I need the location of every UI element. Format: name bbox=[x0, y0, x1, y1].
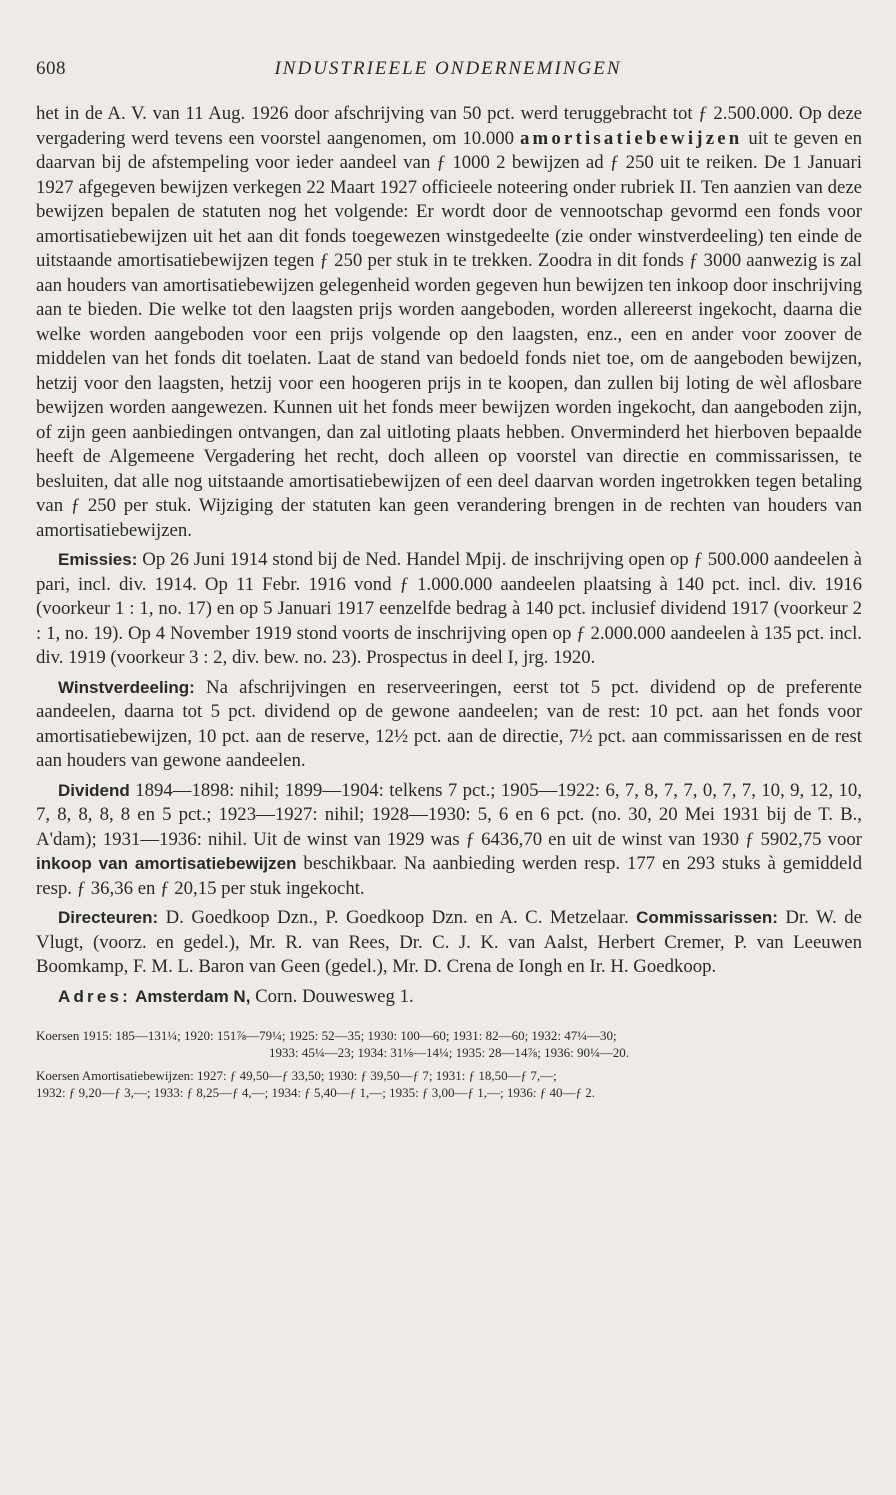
koersen-amortisatiebewijzen bbox=[36, 1067, 862, 1101]
text-run: uit te geven en daarvan bij de afstempeling voor ieder aandeel van ƒ 1000 2 bewijzen ad ƒ 250 uit te reiken. De 1 Januari 1927 afgegeven bewijzen verkegen 22 Maart 1927 officieele noteering onder rubriek II. Ten aanzien van deze bewijzen bepalen de statuten nog het volgende: Er wordt door de vennootschap gevormd een fonds voor amortisatiebewijzen uit het aan dit fonds toegewezen winstgedeelte (zie onder winstverdeeling) ten einde de uitstaande amortisatiebewijzen tegen ƒ 250 per stuk in te trekken. Zoodra in dit fonds ƒ 3000 aanwezig is zal aan houders van amortisatiebewijzen gelegenheid worden gegeven hun bewijzen ten inkoop door inschrijving aan te bieden. Die welke tot den laagsten prijs worden aangeboden, worden allereerst ingekocht, daarna die welke worden aangeboden voor een prijs volgende op den laagsten, enz., een en ander voor zoover de middelen van het fonds dit toelaten. Laat de stand van bedoeld fonds niet toe, om de aangeboden bewijzen, hetzij voor den laagsten, hetzij voor een hoogeren prijs in te koopen, dan zullen bij loting de wèl aflosbare bewijzen worden aangewezen. Kunnen uit het fonds meer bewijzen worden ingekocht, dan aangeboden zijn, of zijn geen aanbiedingen ontvangen, dan zal uitloting plaats hebben. Onverminderd het hierboven bepaalde heeft de Algemeene Vergadering het recht, doch alleen op voorstel van directie en commissarissen, te besluiten, dat alle nog uitstaande amortisatiebewijzen of een deel daarvan worden ingetrokken tegen betaling van ƒ 250 per stuk. Wijziging der statuten kan geen verandering brengen in de rechten van houders van amortisatiebewijzen. bbox=[36, 127, 862, 541]
text-run: Dr. W. de Vlugt, (voorz. en gedel.), Mr. R. van Rees, Dr. C. J. K. van Aalst, Herbert Cremer, P. van Leeuwen Boomkamp, F. M. L. Baron van Geen (gedel.), Mr. D. Crena de Iongh en Ir. H. Goedkoop. bbox=[36, 907, 862, 977]
section-label-commissarissen: Commissarissen: bbox=[636, 908, 778, 927]
section-label-directeuren: Directeuren: bbox=[58, 908, 159, 927]
koersen-aandeelen bbox=[36, 1027, 862, 1061]
paragraph-dividend bbox=[36, 779, 862, 902]
text-run: 1894—1898: nihil; 1899—1904: telkens 7 pct.; 1905—1922: 6, 7, 8, 7, 7, 0, 7, 7, 10, 9, 12, 10, 7, 8, 8, 8, 8 en 5 pct.; 1923—1927: nihil; 1928—1930: 5, 6 en 6 pct. (no. 30, 20 Mei 1931 bij de T. B., A'dam); 1931—1936: nihil. Uit de winst van 1929 was ƒ 6436,70 en uit de winst van 1930 ƒ 5902,75 voor bbox=[36, 779, 862, 850]
page-header bbox=[36, 58, 860, 88]
koersen-line: 1933: 45¼—23; 1934: 31⅛—14¼; 1935: 28—14⅞; 1936: 90¼—20. bbox=[268, 1045, 630, 1060]
text-run: Na afschrijvingen en reserveeringen, eerst tot 5 pct. dividend op de preferente aandeelen, daarna tot 5 pct. dividend op de gewone aandeelen; van de rest: 10 pct. aan het fonds voor amortisatiebewijzen, 10 pct. aan de reserve, 12½ pct. aan de directie, 7½ pct. aan commissarissen en de rest aan houders van gewone aandeelen. bbox=[36, 676, 862, 771]
section-label-emissies: Emissies: bbox=[58, 550, 138, 569]
emphasis-amortisatiebewijzen: amortisatiebewijzen bbox=[519, 127, 743, 149]
page-body bbox=[36, 102, 862, 1101]
section-label-adres: Adres: bbox=[58, 986, 132, 1006]
section-label-dividend: Dividend bbox=[58, 780, 130, 800]
address-street: Corn. Douwesweg 1. bbox=[250, 985, 414, 1007]
paragraph-directeuren bbox=[36, 906, 862, 980]
emphasis-inkoop: inkoop van amortisatiebewijzen bbox=[36, 854, 297, 873]
text-run: het in de A. V. van 11 Aug. 1926 door afschrijving van 50 pct. werd teruggebracht tot ƒ 2.500.000. Op deze vergadering werd tevens een voorstel aangenomen, om 10.000 bbox=[36, 103, 862, 149]
paragraph-emissies bbox=[36, 548, 862, 671]
koersen-block bbox=[36, 1027, 862, 1101]
paragraph-adres bbox=[36, 985, 862, 1010]
running-title: INDUSTRIEELE ONDERNEMINGEN bbox=[274, 58, 622, 79]
koersen-line: Koersen Amortisatiebewijzen: 1927: ƒ 49,50—ƒ 33,50; 1930: ƒ 39,50—ƒ 7; 1931: ƒ 18,50—ƒ 7,—; bbox=[36, 1068, 557, 1083]
koersen-line: Koersen 1915: 185—131¼; 1920: 151⅞—79¼; 1925: 52—35; 1930: 100—60; 1931: 82—60; 1932: 47¼—30; bbox=[36, 1028, 617, 1043]
paragraph-amortisatie bbox=[36, 102, 862, 543]
paragraph-winstverdeeling bbox=[36, 676, 862, 774]
section-label-winstverdeeling: Winstverdeeling: bbox=[58, 677, 195, 697]
page-number: 608 bbox=[36, 58, 66, 79]
text-run: Op 26 Juni 1914 stond bij de Ned. Handel Mpij. de inschrijving open op ƒ 500.000 aandeelen à pari, incl. div. 1914. Op 11 Febr. 1916 vond ƒ 1.000.000 aandeelen plaatsing à 140 pct. incl. div. 1916 (voorkeur 1 : 1, no. 17) en op 5 Januari 1917 eenzelfde bedrag à 140 pct. inclusief dividend 1917 (voorkeur 2 : 1, no. 19). Op 4 November 1919 stond voorts de inschrijving open op ƒ 2.000.000 aandeelen à 135 pct. incl. div. 1919 (voorkeur 3 : 2, div. bew. no. 23). Prospectus in deel I, jrg. 1920. bbox=[36, 549, 862, 668]
address-city: Amsterdam N, bbox=[131, 986, 251, 1006]
koersen-line: 1932: ƒ 9,20—ƒ 3,—; 1933: ƒ 8,25—ƒ 4,—; 1934: ƒ 5,40—ƒ 1,—; 1935: ƒ 3,00—ƒ 1,—; 1936: ƒ 40—ƒ 2. bbox=[36, 1085, 596, 1100]
text-run: beschikbaar. Na aanbieding werden resp. 177 en 293 stuks à gemiddeld resp. ƒ 36,36 en ƒ 20,15 per stuk ingekocht. bbox=[36, 853, 862, 899]
text-run: D. Goedkoop Dzn., P. Goedkoop Dzn. en A. C. Metzelaar. bbox=[158, 907, 637, 928]
